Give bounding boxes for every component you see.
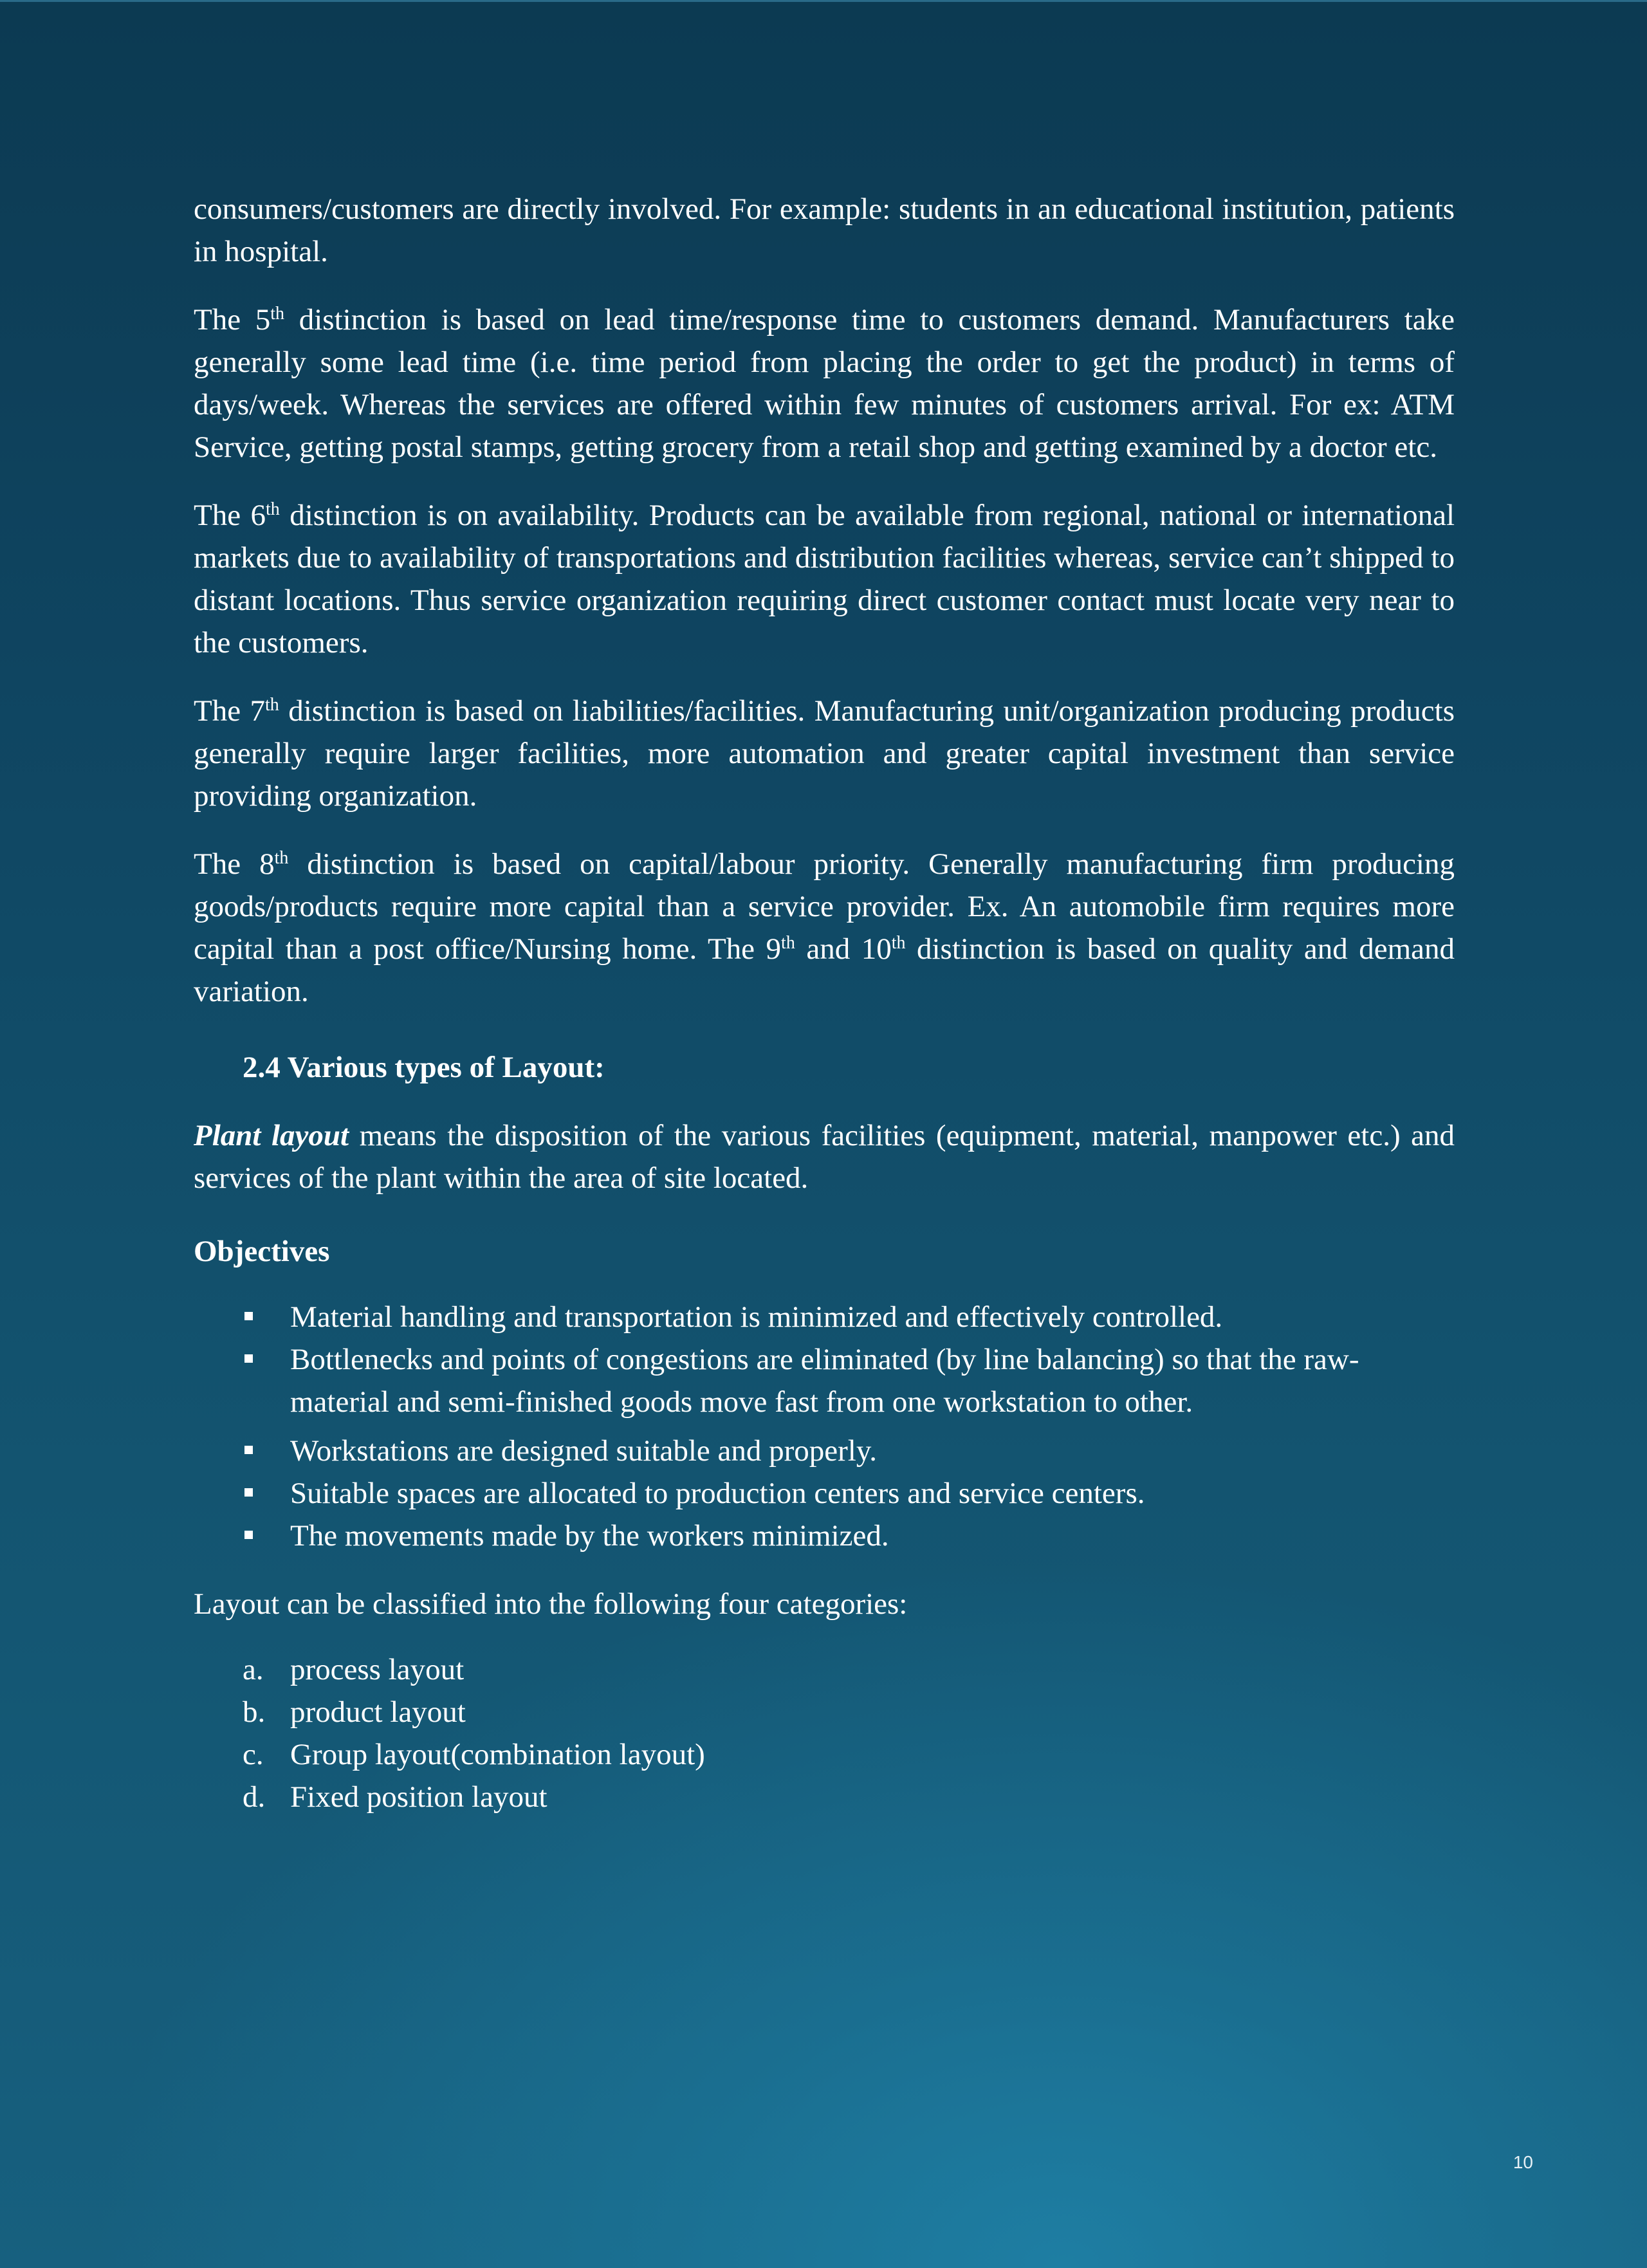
list-marker: d. xyxy=(243,1780,266,1814)
list-marker: c. xyxy=(243,1738,264,1771)
plant-layout-definition xyxy=(194,1114,1455,1199)
paragraph-eighth-distinction xyxy=(194,843,1455,1013)
list-item xyxy=(194,1733,1455,1776)
list-marker: a. xyxy=(243,1653,264,1686)
list-item-text: process layout xyxy=(290,1653,465,1686)
document-body xyxy=(194,188,1455,1818)
text-segment: The 5 xyxy=(194,303,271,337)
list-item-text: Group layout(combination layout) xyxy=(290,1738,705,1771)
list-item xyxy=(194,1430,1455,1472)
list-item-text: Suitable spaces are allocated to production centers and service centers. xyxy=(290,1477,1145,1510)
paragraph-continuation: consumers/customers are directly involved. For example: students in an educational institution, patients in hospital. xyxy=(194,192,1455,268)
paragraph-sixth-distinction xyxy=(194,494,1455,664)
page-top-border xyxy=(0,0,1647,2)
text-segment: The 7 xyxy=(194,694,266,728)
superscript: th xyxy=(274,848,289,868)
list-item xyxy=(194,1691,1455,1733)
list-item-text: The movements made by the workers minimized. xyxy=(290,1519,889,1553)
paragraph-fifth-distinction xyxy=(194,299,1455,468)
text-segment: distinction is based on quality and demand variation. xyxy=(194,932,1455,1008)
list-item xyxy=(194,1472,1455,1515)
square-bullet-icon xyxy=(244,1446,253,1454)
list-item-text: Bottlenecks and points of congestions are eliminated (by line balancing) so that the raw-material and semi-finished goods move fast from one workstation to other. xyxy=(290,1343,1359,1419)
superscript: th xyxy=(265,695,279,715)
page-number: 10 xyxy=(1513,2152,1533,2172)
text-segment: distinction is based on liabilities/facilities. Manufacturing unit/organization producing products generally require larger facilities, more automation and greater capital investment than service providing organization. xyxy=(194,694,1455,813)
superscript: th xyxy=(266,499,280,519)
list-item xyxy=(194,1776,1455,1818)
list-item-text: product layout xyxy=(290,1695,466,1729)
classification-intro: Layout can be classified into the following four categories: xyxy=(194,1587,908,1621)
section-heading: 2.4 Various types of Layout: xyxy=(243,1051,605,1084)
superscript: th xyxy=(891,933,906,953)
superscript: th xyxy=(270,304,285,324)
list-item-text: Material handling and transportation is minimized and effectively controlled. xyxy=(290,1300,1223,1334)
list-item-text: Fixed position layout xyxy=(290,1780,547,1814)
superscript: th xyxy=(781,933,795,953)
text-segment: and 10 xyxy=(795,932,892,966)
objectives-heading: Objectives xyxy=(194,1235,330,1268)
text-segment: The 6 xyxy=(194,499,266,532)
list-item xyxy=(194,1296,1455,1338)
list-item xyxy=(194,1338,1455,1423)
text-segment: distinction is on availability. Products can be available from regional, national or international markets due to availability of transportations and distribution facilities whereas, service can’t shipped to distant locations. Thus service organization requiring direct customer contact must locate very near to the customers. xyxy=(194,499,1455,659)
square-bullet-icon xyxy=(244,1354,253,1363)
layout-categories-list xyxy=(194,1648,1455,1818)
definition-text: means the disposition of the various facilities (equipment, material, manpower etc.) and services of the plant within the area of site located. xyxy=(194,1119,1455,1195)
list-item-text: Workstations are designed suitable and properly. xyxy=(290,1434,878,1468)
text-segment: distinction is based on capital/labour priority. Generally manufacturing firm producing goods/products require more capital than a service provider. Ex. An automobile firm requires more capital than a post office/Nursing home. The 9 xyxy=(194,847,1455,966)
list-marker: b. xyxy=(243,1695,266,1729)
definition-term: Plant layout xyxy=(194,1119,349,1152)
text-segment: distinction is based on lead time/response time to customers demand. Manufacturers take generally some lead time (i.e. time period from placing the order to get the product) in terms of days/week. Whereas the services are offered within few minutes of customers arrival. For ex: ATM Service, getting postal stamps, getting grocery from a retail shop and getting examined by a doctor etc. xyxy=(194,303,1455,464)
objectives-list xyxy=(194,1296,1455,1557)
paragraph-seventh-distinction xyxy=(194,690,1455,817)
list-item xyxy=(194,1515,1455,1557)
text-segment: The 8 xyxy=(194,847,275,881)
square-bullet-icon xyxy=(244,1488,253,1497)
list-item xyxy=(194,1648,1455,1691)
square-bullet-icon xyxy=(244,1531,253,1539)
square-bullet-icon xyxy=(244,1312,253,1320)
